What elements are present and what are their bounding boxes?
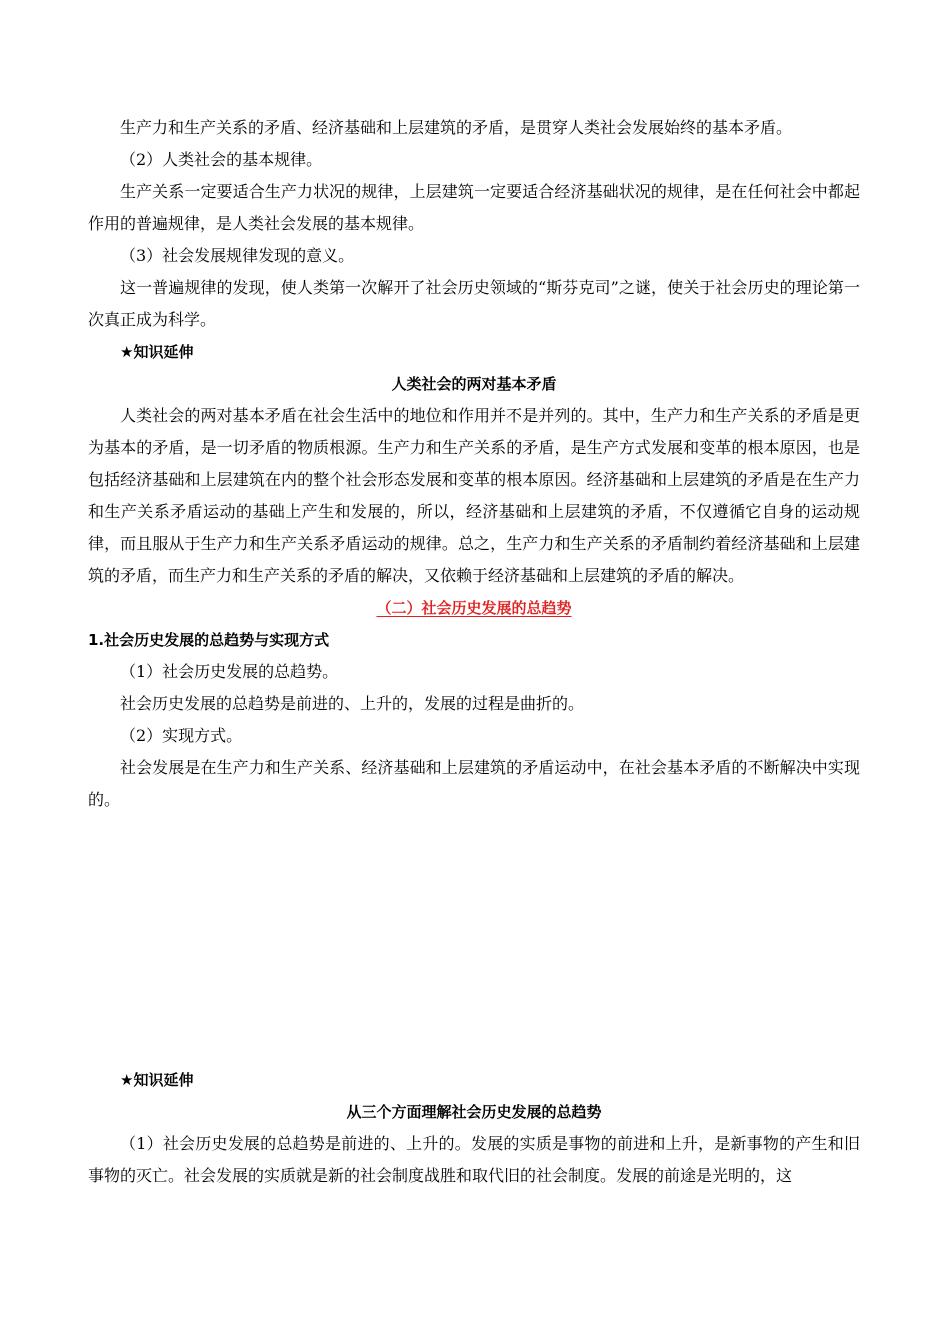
extension-title-three-aspects: 从三个方面理解社会历史发展的总趋势 xyxy=(346,1103,602,1121)
paragraph-basic-law: 生产关系一定要适合生产力状况的规律，上层建筑一定要适合经济基础状况的规律，是在任何社会中都起作用的普遍规律，是人类社会发展的基本规律。 xyxy=(88,182,860,233)
knowledge-extension-label: ★知识延伸 xyxy=(120,343,194,361)
paragraph-three-aspects: （1）社会历史发展的总趋势是前进的、上升的。发展的实质是事物的前进和上升，是新事物的产生和旧事物的灭亡。社会发展的实质就是新的社会制度战胜和取代旧的社会制度。发展的前途是光明的，这 xyxy=(88,1134,860,1185)
subheading-law-significance: （3）社会发展规律发现的意义。 xyxy=(120,246,355,265)
subheading-realization: （2）实现方式。 xyxy=(120,726,243,745)
item-heading-trend-and-method: 1.社会历史发展的总趋势与实现方式 xyxy=(88,631,330,649)
paragraph-realization: 社会发展是在生产力和生产关系、经济基础和上层建筑的矛盾运动中，在社会基本矛盾的不断解决中实现的。 xyxy=(88,758,860,809)
content-block-upper xyxy=(88,112,860,816)
content-block-lower xyxy=(88,1064,860,1192)
knowledge-extension-label-2: ★知识延伸 xyxy=(120,1071,194,1089)
paragraph-basic-contradiction: 生产力和生产关系的矛盾、经济基础和上层建筑的矛盾，是贯穿人类社会发展始终的基本矛盾。 xyxy=(120,118,793,137)
paragraph-law-significance: 这一普遍规律的发现，使人类第一次解开了社会历史领域的“斯芬克司”之谜，使关于社会历史的理论第一次真正成为科学。 xyxy=(88,278,860,329)
subheading-basic-law: （2）人类社会的基本规律。 xyxy=(120,150,323,169)
extension-title-two-contradictions: 人类社会的两对基本矛盾 xyxy=(391,375,557,393)
section-heading-general-trend: （二）社会历史发展的总趋势 xyxy=(376,599,572,617)
paragraph-general-trend: 社会历史发展的总趋势是前进的、上升的，发展的过程是曲折的。 xyxy=(120,694,585,713)
paragraph-two-contradictions: 人类社会的两对基本矛盾在社会生活中的地位和作用并不是并列的。其中，生产力和生产关系的矛盾是更为基本的矛盾，是一切矛盾的物质根源。生产力和生产关系的矛盾，是生产方式发展和变革的根本原因，也是包括经济基础和上层建筑在内的整个社会形态发展和变革的根本原因。经济基础和上层建筑的矛盾是在生产力和生产关系矛盾运动的基础上产生和发展的，所以，经济基础和上层建筑的矛盾，不仅遵循它自身的运动规律，而且服从于生产力和生产关系矛盾运动的规律。总之，生产力和生产关系的矛盾制约着经济基础和上层建筑的矛盾，而生产力和生产关系的矛盾的解决，又依赖于经济基础和上层建筑的矛盾的解决。 xyxy=(88,406,860,585)
subheading-general-trend: （1）社会历史发展的总趋势。 xyxy=(120,662,339,681)
